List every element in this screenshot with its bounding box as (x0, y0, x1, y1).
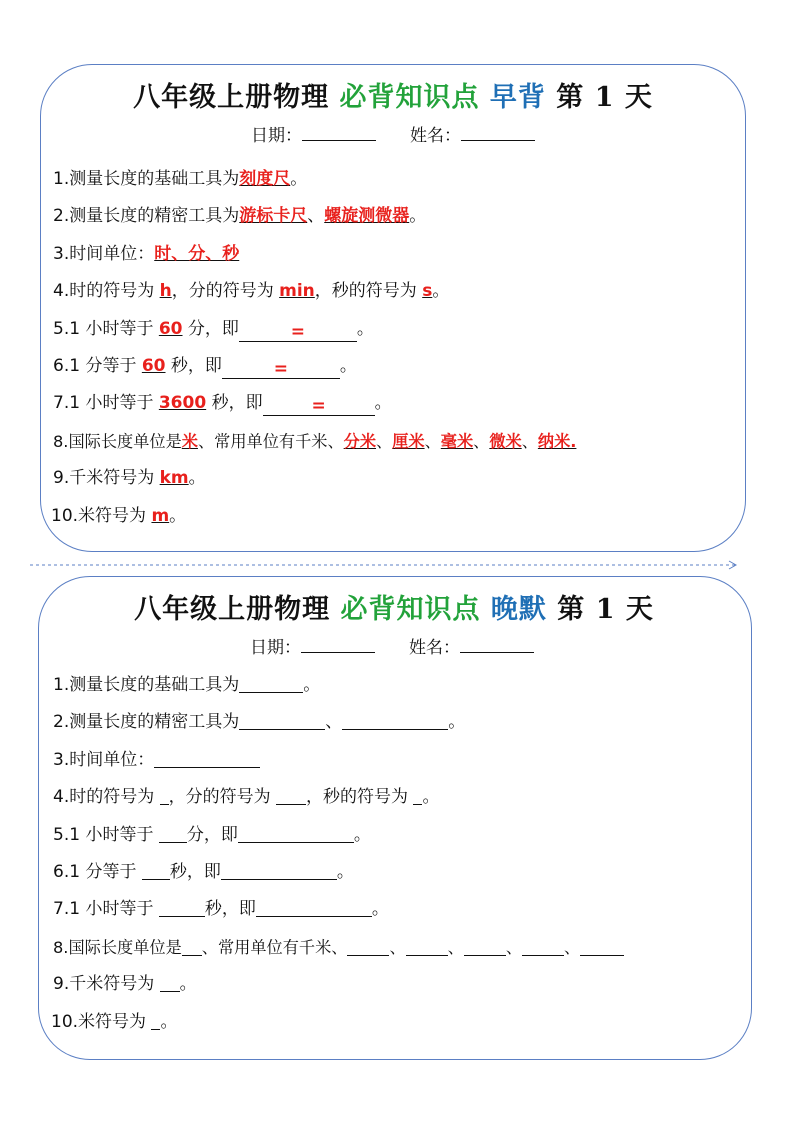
list-item (51, 498, 741, 535)
list-item (53, 385, 741, 422)
fill-blank[interactable] (159, 898, 205, 917)
fill-blank[interactable] (276, 786, 306, 805)
name-field[interactable] (460, 635, 534, 653)
item-text: 8.国际长度单位是 (53, 431, 182, 451)
name-field[interactable] (461, 123, 535, 141)
item-text: ，分的符号为 (171, 281, 280, 302)
answer: km (159, 468, 189, 489)
answer: s (422, 281, 433, 302)
fill-blank[interactable] (580, 937, 624, 956)
item-text: 。 (179, 974, 197, 995)
item-text: 秒，即 (206, 393, 263, 414)
list-item (53, 236, 741, 273)
date-field[interactable] (302, 123, 376, 141)
item-text: 5.1 小时等于 (53, 824, 159, 845)
item-text: 。 (422, 787, 440, 808)
item-text: 秒，即 (169, 861, 221, 882)
item-text: 、 (473, 431, 490, 451)
fill-blank[interactable] (154, 749, 260, 768)
item-text: 9.千米符号为 (53, 974, 160, 995)
title-day: 第 1 天 (545, 82, 653, 113)
item-text: 。 (188, 468, 206, 489)
item-text: 秒，即 (165, 355, 222, 376)
item-text: 2.测量长度的精密工具为 (53, 206, 240, 227)
list-item (53, 891, 747, 928)
item-text: 、 (424, 431, 441, 451)
morning-card (40, 64, 746, 552)
list-item (53, 460, 741, 497)
item-text: 。 (290, 169, 308, 189)
item-text: 。 (353, 824, 371, 845)
title-knowledge: 必背知识点 (340, 594, 481, 625)
item-text: 、常用单位有千米、 (201, 937, 348, 957)
title-grade: 八年级上册物理 (134, 594, 341, 625)
list-item (53, 348, 741, 385)
evening-items (53, 667, 747, 1041)
date-name-row (33, 633, 751, 658)
answer: 毫米 (440, 431, 474, 451)
item-text: 2.测量长度的精密工具为 (53, 712, 240, 733)
answer: m (151, 505, 170, 526)
item-text: 、常用单位有千米、 (197, 431, 344, 451)
fill-blank[interactable] (239, 711, 325, 730)
item-text: 10.米符号为 (51, 1011, 152, 1032)
answer: 微米 (489, 431, 522, 451)
title-session: 早背 (479, 82, 546, 113)
item-text: 。 (356, 318, 374, 339)
item-text: 。 (336, 861, 354, 882)
item-text: 。 (160, 1011, 178, 1032)
fill-blank[interactable] (522, 937, 564, 956)
item-text: ，秒的符号为 (314, 281, 423, 302)
list-item (53, 423, 741, 460)
fill-blank[interactable] (464, 937, 506, 956)
item-text: 。 (409, 206, 427, 227)
list-item (53, 817, 747, 854)
item-text: 、 (325, 712, 343, 733)
list-item (53, 779, 747, 816)
item-text: 。 (432, 281, 450, 302)
item-text: 、 (389, 937, 406, 957)
title-knowledge: 必背知识点 (339, 82, 480, 113)
item-text: 、 (521, 431, 538, 451)
answer: 米 (181, 431, 198, 451)
item-text: 、 (307, 206, 325, 227)
item-text: 1.测量长度的基础工具为 (53, 675, 240, 695)
fill-blank[interactable] (342, 711, 448, 730)
item-text: 3.时间单位： (53, 243, 155, 264)
item-text: 。 (169, 505, 187, 526)
answer: h (159, 281, 172, 302)
item-text: 。 (371, 899, 389, 920)
fill-blank[interactable] (182, 937, 202, 956)
item-text: 6.1 分等于 (53, 861, 142, 882)
answer: 60 (158, 318, 183, 339)
list-item (53, 667, 747, 704)
fill-blank[interactable] (406, 937, 448, 956)
evening-title (37, 587, 751, 626)
answer: 3600 (158, 393, 207, 414)
fill-blank[interactable] (347, 937, 389, 956)
answer: 螺旋测微器 (324, 206, 410, 227)
answer-blank: = (263, 397, 375, 416)
fill-blank[interactable] (142, 861, 170, 880)
item-text: 分，即 (186, 824, 238, 845)
answer: 60 (141, 355, 166, 376)
item-text: 。 (303, 675, 321, 695)
fill-blank[interactable] (160, 973, 180, 992)
title-grade: 八年级上册物理 (133, 82, 340, 113)
item-text: 秒，即 (204, 899, 256, 920)
item-text: 。 (448, 712, 466, 733)
answer: 纳米. (537, 431, 577, 451)
evening-card (38, 576, 752, 1060)
item-text: 。 (339, 355, 357, 376)
date-name-row (41, 121, 745, 146)
answer-blank: = (239, 323, 357, 342)
name-label: 姓名： (410, 126, 461, 146)
item-text: 4.时的符号为 (53, 787, 160, 808)
name-label: 姓名： (409, 638, 460, 658)
item-text: 、 (505, 937, 523, 957)
item-text: 1.测量长度的基础工具为 (53, 169, 240, 189)
title-session: 晚默 (480, 594, 547, 625)
answer: 时、分、秒 (154, 243, 240, 264)
item-text: 、 (447, 937, 464, 957)
item-text: 5.1 小时等于 (53, 318, 159, 339)
list-item (53, 966, 747, 1003)
list-item (51, 1004, 747, 1041)
list-item (53, 854, 747, 891)
answer: 刻度尺 (239, 169, 291, 189)
list-item (53, 273, 741, 310)
date-field[interactable] (301, 635, 375, 653)
title-day: 第 1 天 (546, 594, 654, 625)
answer: 游标卡尺 (239, 206, 308, 227)
answer: 分米 (343, 431, 377, 451)
list-item (53, 742, 747, 779)
item-text: 。 (374, 393, 392, 414)
date-label: 日期： (250, 638, 301, 658)
morning-title (41, 75, 745, 114)
fill-blank[interactable] (238, 824, 354, 843)
list-item (53, 311, 741, 348)
item-text: 3.时间单位： (53, 749, 155, 770)
item-text: 、 (564, 937, 581, 957)
item-text: ，秒的符号为 (306, 787, 414, 808)
list-item (53, 198, 741, 235)
item-text: 9.千米符号为 (53, 468, 160, 489)
date-label: 日期： (251, 126, 302, 146)
fill-blank[interactable] (159, 824, 187, 843)
item-text: 4.时的符号为 (53, 281, 160, 302)
item-text: 6.1 分等于 (53, 355, 142, 376)
answer: min (279, 281, 315, 302)
list-item (53, 929, 747, 966)
item-text: 10.米符号为 (51, 505, 152, 526)
item-text: 7.1 小时等于 (53, 899, 159, 920)
morning-items (53, 161, 741, 535)
list-item (53, 704, 747, 741)
item-text: 、 (376, 431, 393, 451)
item-text: ，分的符号为 (168, 787, 277, 808)
answer-blank: = (222, 360, 340, 379)
fill-blank[interactable] (221, 861, 337, 880)
fill-blank[interactable] (160, 786, 169, 805)
fill-blank[interactable] (256, 898, 372, 917)
item-text: 分，即 (182, 318, 239, 339)
item-text: 8.国际长度单位是 (53, 937, 182, 957)
dashed-arrow-divider (30, 560, 742, 570)
fill-blank[interactable] (239, 674, 303, 693)
answer: 厘米 (392, 431, 425, 451)
list-item (53, 161, 741, 198)
item-text: 7.1 小时等于 (53, 393, 159, 414)
